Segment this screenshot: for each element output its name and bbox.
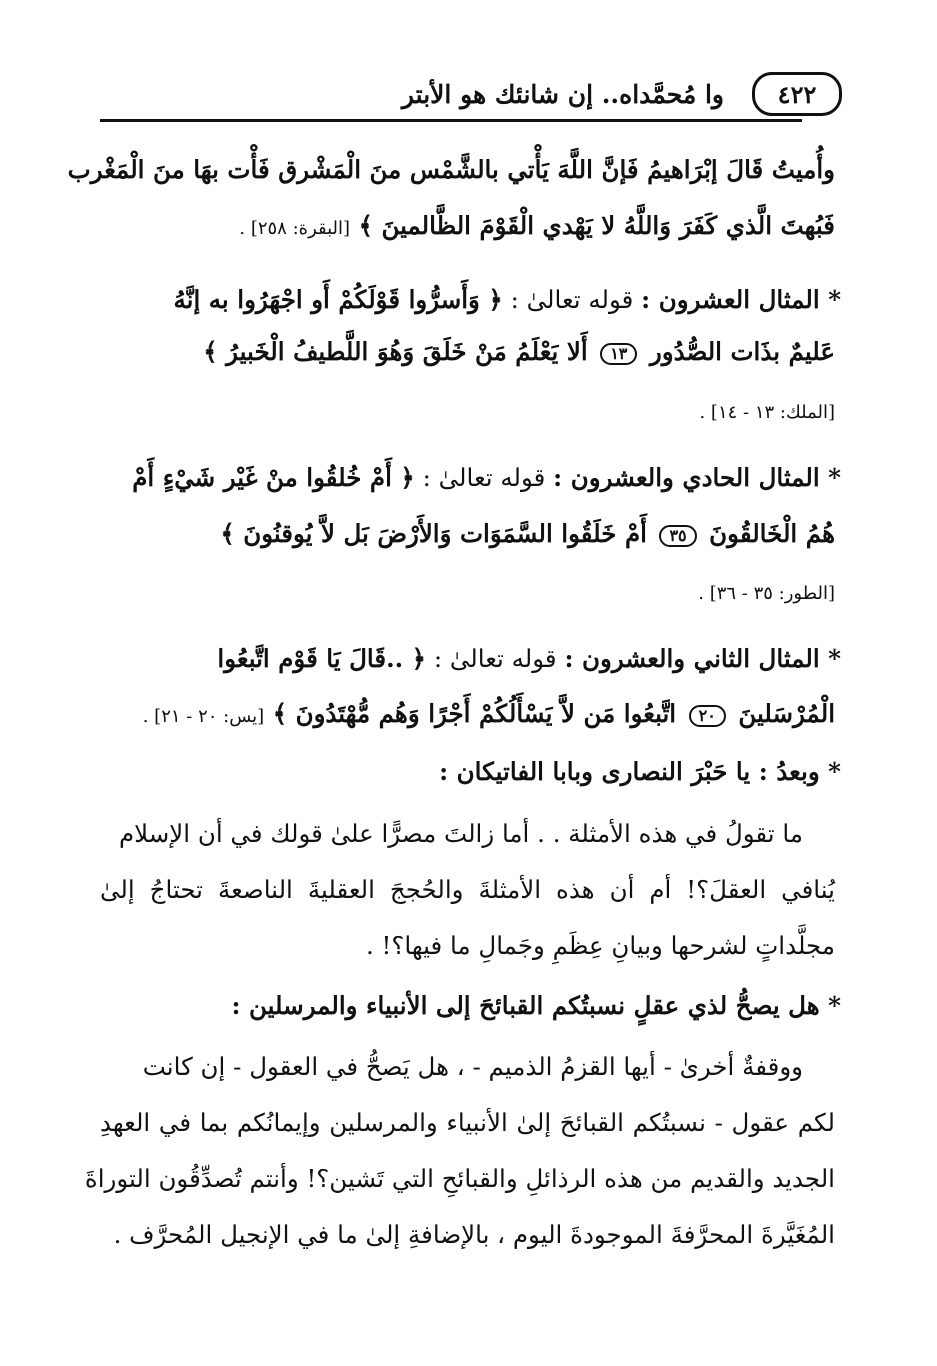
quote-text: هُمُ الْخَالقُونَ — [709, 519, 835, 548]
section-heading: * وبعدُ : يا حَبْرَ النصارى وبابا الفاتيكان : — [439, 757, 841, 786]
example-line — [217, 643, 841, 675]
quote-text: عَليمٌ بذَات الصُّدُور — [649, 337, 835, 366]
example-label: * المثال الثاني والعشرون : — [564, 644, 841, 673]
quran-reference: [الملك: ١٣ - ١٤] . — [699, 402, 835, 423]
example-line — [132, 462, 841, 494]
quote-text: الْمُرْسَلينَ — [738, 699, 835, 728]
quote-text: اتَّبعُوا مَن لاَّ يَسْأَلُكُمْ أَجْرًا وَهُم مُّهْتَدُونَ ﴾ — [272, 699, 677, 728]
text-line: وأُميتُ قَالَ إبْرَاهيمُ فَإنَّ اللَّهَ يَأْتي بالشَّمْس منَ الْمَشْرق فَأْت بهَا منَ الْمَغْرب — [67, 155, 835, 184]
quote-text: ﴿ ..قَالَ يَا قَوْم اتَّبعُوا — [217, 644, 427, 673]
paragraph-line: يُنافي العقلَ؟! أم أن هذه الأمثلةَ والحُججَ العقليةَ الناصعةَ تحتاجُ إلىٰ — [100, 875, 835, 904]
ayah-marker: ٢٠ — [689, 705, 726, 727]
quote-text: فَبُهتَ الَّذي كَفَرَ وَاللَّهُ لا يَهْدي الْقَوْمَ الظَّالمينَ ﴾ — [358, 211, 835, 240]
quote-text: ﴿ وَأَسرُّوا قَوْلَكُمْ أَو اجْهَرُوا به إنَّهُ — [173, 285, 503, 314]
example-intro: قوله تعالىٰ : — [422, 463, 546, 492]
quote-text: ﴿ أَمْ خُلقُوا منْ غَيْر شَيْءٍ أَمْ — [132, 463, 415, 492]
example-intro: قوله تعالىٰ : — [433, 644, 557, 673]
header-rule — [100, 119, 802, 122]
example-intro: قوله تعالىٰ : — [510, 285, 634, 314]
paragraph-line: ما تقولُ في هذه الأمثلة . . أما زالتَ مصرًّا علىٰ قولك في أن الإسلام — [118, 819, 803, 848]
example-line — [174, 284, 842, 316]
section-heading: * هل يصحُّ لذي عقلٍ نسبتُكم القبائحَ إلى الأنبياء والمرسلين : — [231, 991, 841, 1020]
ayah-marker: ٣٥ — [659, 525, 696, 547]
text-line — [239, 210, 835, 245]
page-number: ٤٢٢ — [752, 72, 842, 116]
quran-reference: [البقرة: ٢٥٨] . — [239, 218, 351, 239]
text-line — [143, 698, 835, 733]
example-label: * المثال العشرون : — [641, 285, 841, 314]
example-label: * المثال الحادي والعشرون : — [553, 463, 841, 492]
paragraph-line: لكم عقول - نسبتُكم القبائحَ إلىٰ الأنبياء والمرسلين وإيمانُكم بما في العهدِ — [100, 1108, 835, 1137]
paragraph-line: مجلَّداتٍ لشرحها وبيانِ عِظَمِ وجَمالِ ما فيها؟! . — [365, 931, 835, 960]
page-header — [100, 66, 842, 130]
quote-text: أَلا يَعْلَمُ مَنْ خَلَقَ وَهُوَ اللَّطيفُ الْخَبيرُ ﴾ — [203, 337, 588, 366]
paragraph-line: الجديد والقديم من هذه الرذائلِ والقبائحِ التي تَشين؟! وأنتم تُصدِّقُون التوراةَ — [84, 1164, 835, 1193]
quote-text: أَمْ خَلَقُوا السَّمَوَات وَالأَرْضَ بَل لاَّ يُوقنُونَ ﴾ — [220, 519, 647, 548]
ayah-marker: ١٣ — [600, 343, 637, 365]
text-line — [220, 518, 835, 550]
quran-reference: [الطور: ٣٥ - ٣٦] . — [698, 583, 835, 604]
paragraph-line: ووقفةٌ أخرىٰ - أيها القزمُ الذميم - ، هل يَصحُّ في العقول - إن كانت — [142, 1052, 803, 1081]
text-line — [203, 336, 835, 368]
paragraph-line: المُغَيَّرةَ المحرَّفةَ الموجودةَ اليوم ، بالإضافةِ إلىٰ ما في الإنجيل المُحرَّف . — [113, 1220, 835, 1249]
quran-reference: [يس: ٢٠ - ٢١] . — [142, 706, 265, 727]
running-title: وا مُحمَّداه.. إن شانئك هو الأبتر — [401, 80, 724, 109]
